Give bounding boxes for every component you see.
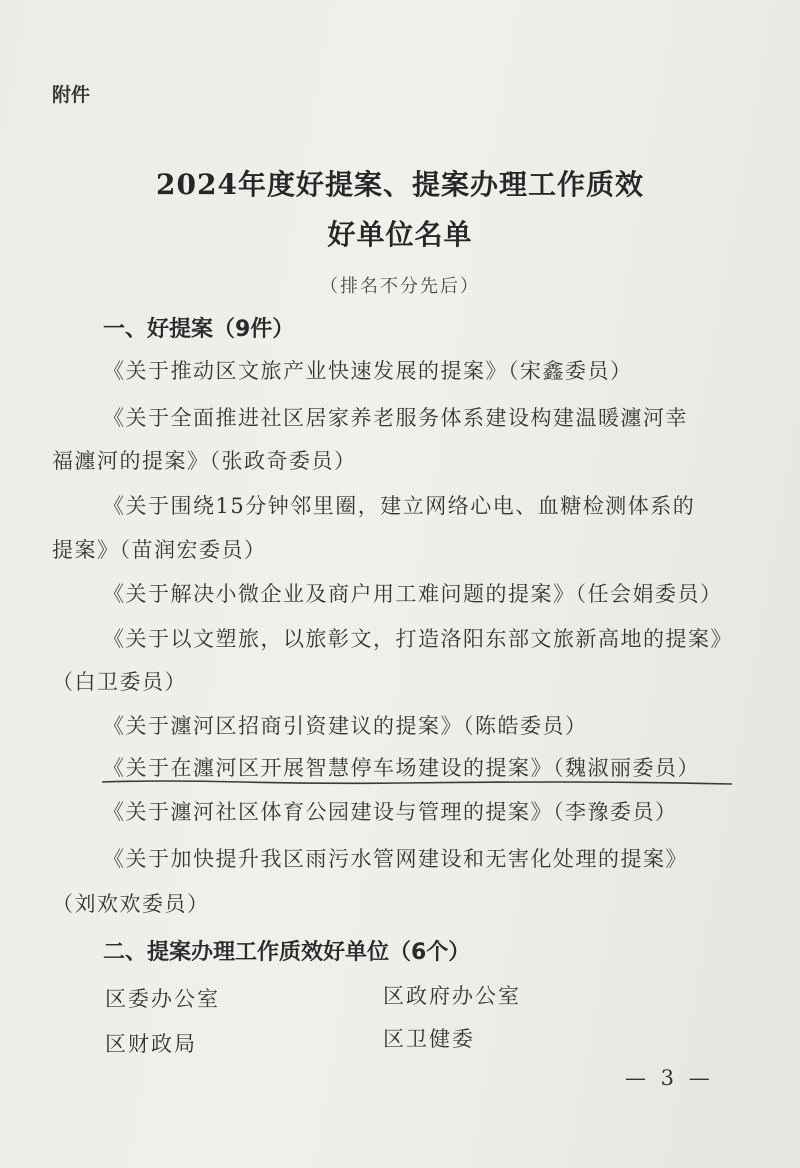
unit-name: 区委办公室 xyxy=(105,987,220,1011)
proposal-line: （白卫委员） xyxy=(52,670,187,694)
proposal-line: 福瀍河的提案》（张政奇委员） xyxy=(52,449,357,473)
proposal-line: 《关于推动区文旅产业快速发展的提案》（宋鑫委员） xyxy=(103,359,633,383)
proposal-line: 《关于全面推进社区居家养老服务体系建设构建温暖瀍河幸 xyxy=(103,406,688,430)
section-heading-good-units: 二、提案办理工作质效好单位（6个） xyxy=(103,940,471,965)
proposal-line: 提案》（苗润宏委员） xyxy=(52,538,267,562)
proposal-line-highlighted: 《关于在瀍河区开展智慧停车场建设的提案》（魏淑丽委员） xyxy=(103,756,700,780)
unit-name: 区财政局 xyxy=(105,1032,197,1056)
handwritten-underline-mark xyxy=(102,778,732,788)
proposal-line: 《关于以文塑旅，以旅彰文，打造洛阳东部文旅新高地的提案》 xyxy=(103,627,733,651)
proposal-line: 《关于解决小微企业及商户用工难问题的提案》（任会娟委员） xyxy=(103,582,723,606)
document-subtitle: （排名不分先后） xyxy=(320,276,480,297)
document-title-line-1: 2024年度好提案、提案办理工作质效 xyxy=(156,168,644,201)
page-number: — 3 — xyxy=(625,1066,714,1090)
unit-name: 区政府办公室 xyxy=(383,984,521,1008)
section-heading-good-proposals: 一、好提案（9件） xyxy=(103,317,295,342)
proposal-line: 《关于围绕15分钟邻里圈，建立网络心电、血糖检测体系的 xyxy=(103,494,696,518)
document-title-line-2: 好单位名单 xyxy=(327,218,473,251)
unit-name: 区卫健委 xyxy=(383,1027,475,1051)
attachment-label: 附件 xyxy=(52,84,91,106)
proposal-line: （刘欢欢委员） xyxy=(52,892,210,916)
proposal-line: 《关于加快提升我区雨污水管网建设和无害化处理的提案》 xyxy=(103,847,688,871)
proposal-line: 《关于瀍河区招商引资建议的提案》（陈皓委员） xyxy=(103,714,588,738)
proposal-line: 《关于瀍河社区体育公园建设与管理的提案》（李豫委员） xyxy=(103,800,678,824)
